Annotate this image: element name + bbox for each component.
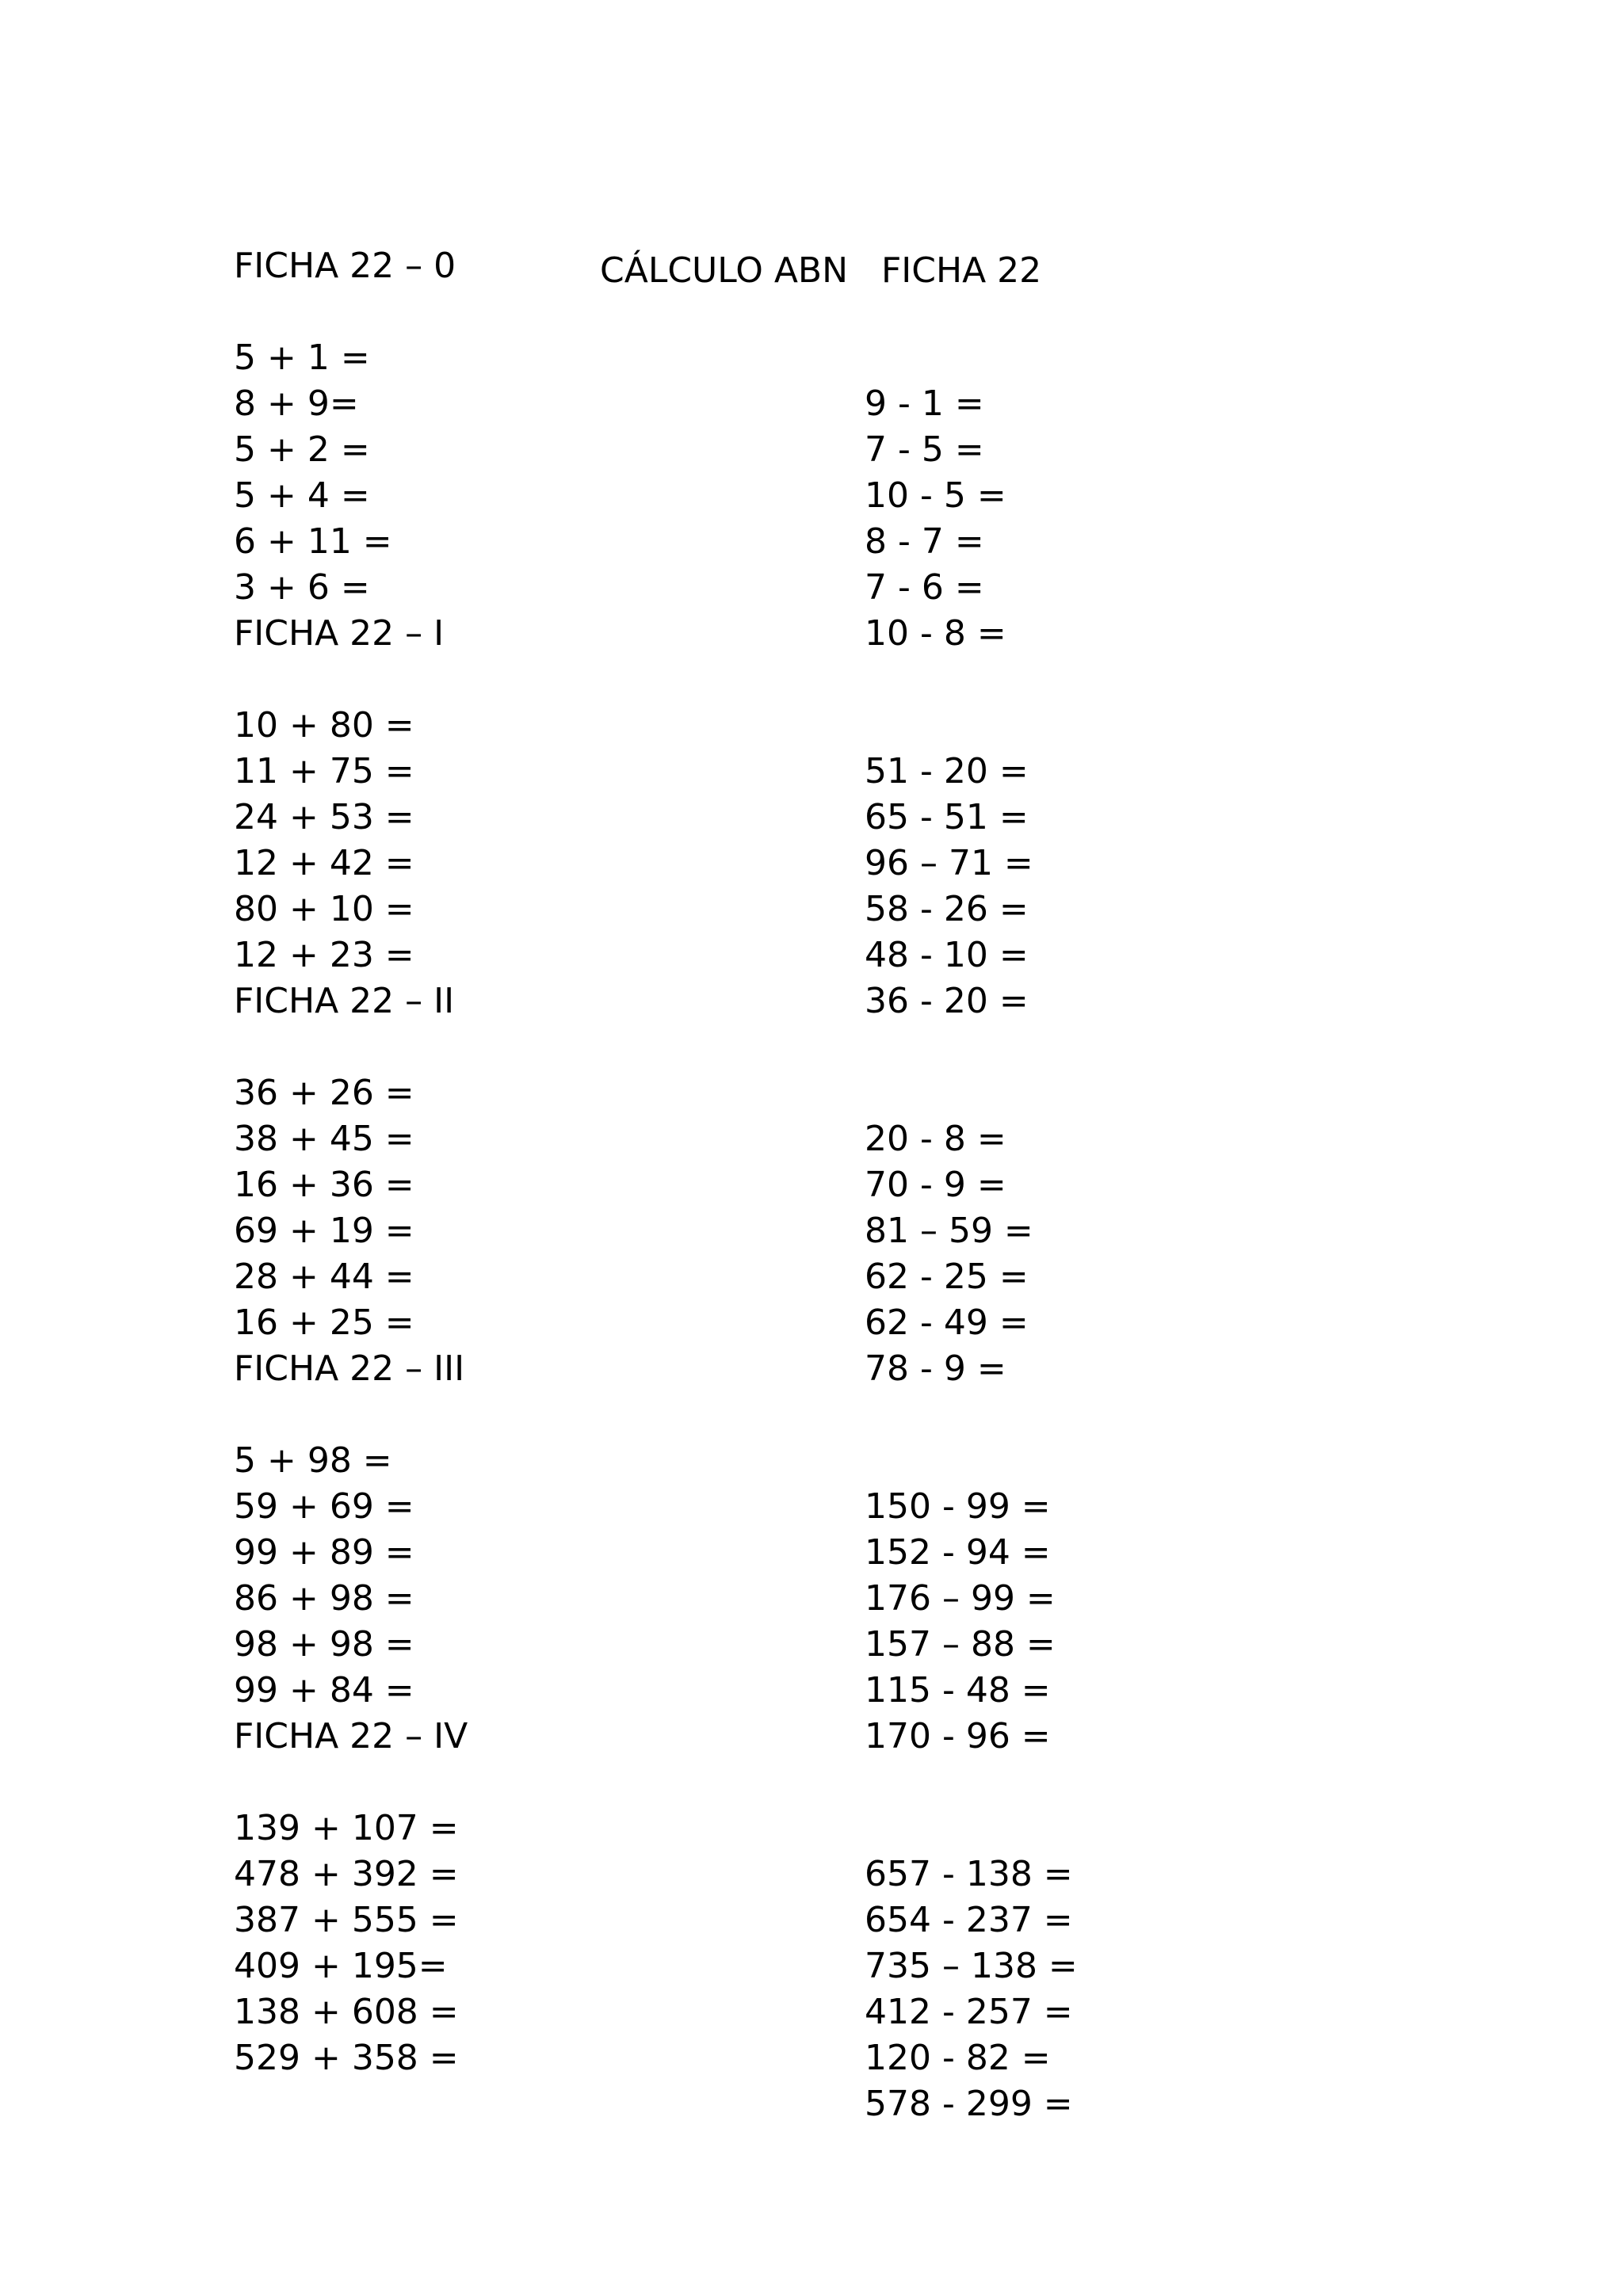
addition-problem: 69 + 19 = bbox=[234, 1211, 414, 1251]
subtraction-problem: 120 - 82 = bbox=[865, 2038, 1051, 2078]
subtraction-problem: 115 - 48 = bbox=[865, 1670, 1051, 1711]
subtraction-problem: 65 - 51 = bbox=[865, 797, 1029, 837]
addition-problem: 59 + 69 = bbox=[234, 1486, 414, 1527]
subtraction-problem: 654 - 237 = bbox=[865, 1900, 1073, 1940]
subtraction-problem: 152 - 94 = bbox=[865, 1532, 1051, 1573]
subtraction-problem: 62 - 49 = bbox=[865, 1302, 1029, 1343]
addition-problem: 16 + 25 = bbox=[234, 1302, 414, 1343]
addition-problem: 16 + 36 = bbox=[234, 1165, 414, 1205]
addition-problem: 5 + 4 = bbox=[234, 475, 370, 516]
addition-problem: 8 + 9= bbox=[234, 383, 359, 424]
subtraction-problem: 78 - 9 = bbox=[865, 1348, 1006, 1389]
subtraction-problem: 10 - 5 = bbox=[865, 475, 1006, 516]
subtraction-problem: 170 - 96 = bbox=[865, 1716, 1051, 1756]
addition-problem: 28 + 44 = bbox=[234, 1257, 414, 1297]
addition-problem: 99 + 84 = bbox=[234, 1670, 414, 1711]
addition-problem: 6 + 11 = bbox=[234, 521, 392, 562]
subtraction-problem: 96 – 71 = bbox=[865, 843, 1033, 883]
subtraction-problem: 412 - 257 = bbox=[865, 1992, 1073, 2032]
section-heading: FICHA 22 – IV bbox=[234, 1716, 468, 1756]
section-heading: FICHA 22 – III bbox=[234, 1348, 465, 1389]
subtraction-problem: 7 - 5 = bbox=[865, 429, 984, 470]
subtraction-problem: 48 - 10 = bbox=[865, 935, 1029, 975]
section-heading: FICHA 22 – II bbox=[234, 981, 455, 1021]
addition-problem: 12 + 42 = bbox=[234, 843, 414, 883]
addition-problem: 10 + 80 = bbox=[234, 705, 414, 746]
addition-problem: 99 + 89 = bbox=[234, 1532, 414, 1573]
addition-problem: 5 + 98 = bbox=[234, 1440, 392, 1481]
subtraction-problem: 81 – 59 = bbox=[865, 1211, 1033, 1251]
addition-problem: 98 + 98 = bbox=[234, 1624, 414, 1665]
addition-problem: 478 + 392 = bbox=[234, 1854, 459, 1894]
subtraction-problem: 10 - 8 = bbox=[865, 613, 1006, 654]
addition-problem: 12 + 23 = bbox=[234, 935, 414, 975]
subtraction-problem: 62 - 25 = bbox=[865, 1257, 1029, 1297]
subtraction-problem: 176 – 99 = bbox=[865, 1578, 1056, 1619]
section-heading: FICHA 22 – 0 bbox=[234, 246, 456, 286]
addition-problem: 138 + 608 = bbox=[234, 1992, 459, 2032]
subtraction-problem: 58 - 26 = bbox=[865, 889, 1029, 929]
subtraction-problem: 735 – 138 = bbox=[865, 1946, 1078, 1986]
addition-problem: 86 + 98 = bbox=[234, 1578, 414, 1619]
addition-problem: 38 + 45 = bbox=[234, 1119, 414, 1159]
addition-problem: 409 + 195= bbox=[234, 1946, 448, 1986]
subtraction-problem: 657 - 138 = bbox=[865, 1854, 1073, 1894]
subtraction-problem: 7 - 6 = bbox=[865, 567, 984, 608]
subtraction-problem: 20 - 8 = bbox=[865, 1119, 1006, 1159]
page-title-text: CÁLCULO ABN FICHA 22 bbox=[600, 250, 1042, 291]
addition-problem: 5 + 1 = bbox=[234, 338, 370, 378]
addition-problem: 3 + 6 = bbox=[234, 567, 370, 608]
subtraction-problem: 578 - 299 = bbox=[865, 2084, 1073, 2124]
addition-problem: 139 + 107 = bbox=[234, 1808, 459, 1848]
subtraction-problem: 9 - 1 = bbox=[865, 383, 984, 424]
subtraction-problem: 51 - 20 = bbox=[865, 751, 1029, 791]
addition-problem: 5 + 2 = bbox=[234, 429, 370, 470]
subtraction-problem: 70 - 9 = bbox=[865, 1165, 1006, 1205]
subtraction-problem: 36 - 20 = bbox=[865, 981, 1029, 1021]
subtraction-problem: 157 – 88 = bbox=[865, 1624, 1056, 1665]
subtraction-problem: 150 - 99 = bbox=[865, 1486, 1051, 1527]
addition-problem: 36 + 26 = bbox=[234, 1073, 414, 1113]
section-heading: FICHA 22 – I bbox=[234, 613, 445, 654]
addition-problem: 24 + 53 = bbox=[234, 797, 414, 837]
subtraction-problem: 8 - 7 = bbox=[865, 521, 984, 562]
addition-problem: 529 + 358 = bbox=[234, 2038, 459, 2078]
addition-problem: 11 + 75 = bbox=[234, 751, 414, 791]
addition-problem: 387 + 555 = bbox=[234, 1900, 459, 1940]
addition-problem: 80 + 10 = bbox=[234, 889, 414, 929]
